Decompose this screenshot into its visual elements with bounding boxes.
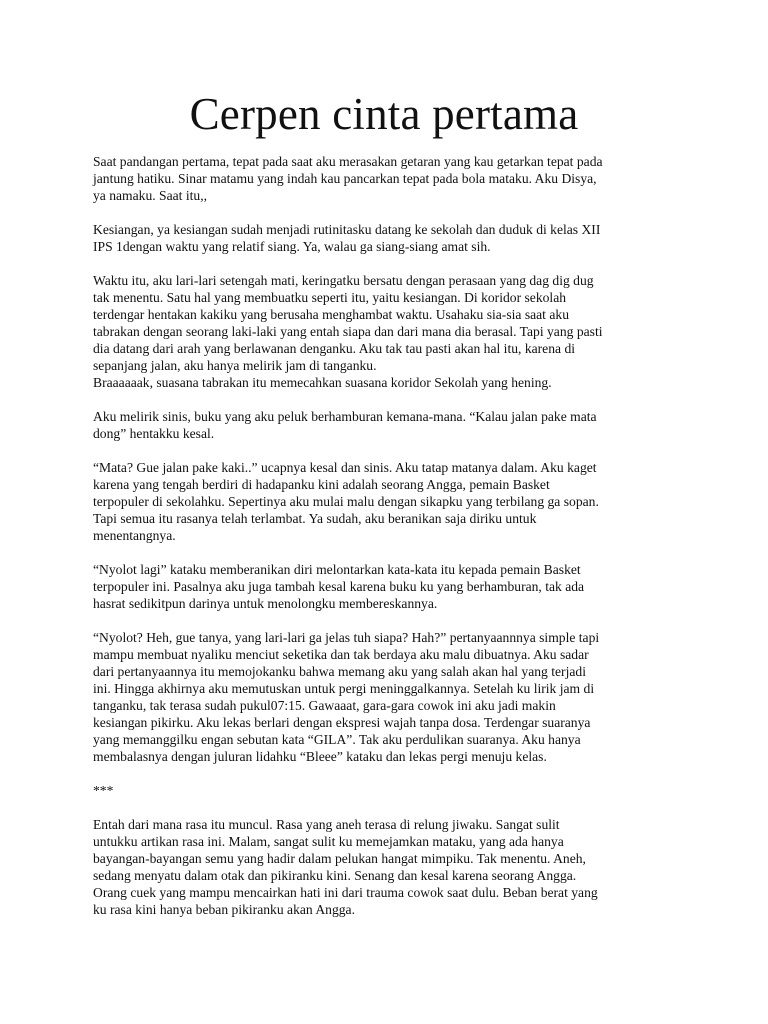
text-line: dong” hentakku kesal. — [93, 426, 215, 441]
text-line: “Mata? Gue jalan pake kaki..” ucapnya kesal dan sinis. Aku tatap matanya dalam. Aku kaget — [93, 460, 597, 475]
document-title: Cerpen cinta pertama — [189, 89, 579, 139]
paragraph — [93, 629, 683, 765]
text-line: IPS 1dengan waktu yang relatif siang. Ya, walau ga siang-siang amat sih. — [93, 239, 491, 254]
text-line: tabrakan dengan seorang laki-laki yang entah siapa dan dari mana dia berasal. Tapi yang pasti — [93, 324, 603, 339]
text-line: ini. Hingga akhirnya aku memutuskan untuk pergi meninggalkannya. Setelah ku lirik jam di — [93, 681, 595, 696]
text-line: Saat pandangan pertama, tepat pada saat aku merasakan getaran yang kau getarkan tepat pada — [93, 154, 603, 169]
text-line: untukku artikan rasa ini. Malam, sangat sulit ku memejamkan mataku, yang ada hanya — [93, 834, 564, 849]
text-line: tak menentu. Satu hal yang membuatku seperti itu, yaitu kesiangan. Di koridor sekolah — [93, 290, 567, 305]
text-line: ku rasa kini hanya beban pikiranku akan Angga. — [93, 902, 355, 917]
text-line: Kesiangan, ya kesiangan sudah menjadi rutinitasku datang ke sekolah dan duduk di kelas XII — [93, 222, 601, 237]
text-line: sepanjang jalan, aku hanya melirik jam di tanganku. — [93, 358, 377, 373]
paragraph — [93, 153, 683, 204]
text-line: Braaaaaak, suasana tabrakan itu memecahkan suasana koridor Sekolah yang hening. — [93, 375, 552, 390]
paragraph — [93, 408, 683, 442]
text-line: terpopuler ini. Pasalnya aku juga tambah kesal karena buku ku yang berhamburan, tak ada — [93, 579, 585, 594]
text-line: Waktu itu, aku lari-lari setengah mati, keringatku bersatu dengan perasaan yang dag dig dug — [93, 273, 594, 288]
text-line: dia datang dari arah yang berlawanan denganku. Aku tak tau pasti akan hal itu, karena di — [93, 341, 576, 356]
text-line: terdengar hentakan kakiku yang berusaha menghambat waktu. Usahaku sia-sia saat aku — [93, 307, 569, 322]
paragraph — [93, 561, 683, 612]
text-line: bayangan-bayangan semu yang hadir dalam pelukan hangat mimpiku. Tak menentu. Aneh, — [93, 851, 586, 866]
paragraph — [93, 782, 683, 799]
text-line: mampu membuat nyaliku menciut seketika dan tak berdaya aku malu dibuatnya. Aku sadar — [93, 647, 589, 662]
text-line: hasrat sedikitpun darinya untuk menolongku membereskannya. — [93, 596, 438, 611]
paragraph — [93, 272, 683, 391]
text-line: *** — [93, 783, 114, 798]
text-line: tanganku, tak terasa sudah pukul07:15. Gawaaat, gara-gara cowok ini aku jadi makin — [93, 698, 556, 713]
text-line: ya namaku. Saat itu,, — [93, 188, 208, 203]
text-line: Aku melirik sinis, buku yang aku peluk berhamburan kemana-mana. “Kalau jalan pake mata — [93, 409, 597, 424]
paragraph — [93, 816, 683, 918]
text-line: dari pertanyaannya itu memojokanku bahwa memang aku yang salah akan hal yang terjadi — [93, 664, 586, 679]
text-line: sedang menyatu dalam otak dan pikiranku kini. Senang dan kesal karena seorang Angga. — [93, 868, 577, 883]
document-body — [93, 153, 683, 935]
text-line: Orang cuek yang mampu mencairkan hati ini dari trauma cowok saat dulu. Beban berat yang — [93, 885, 598, 900]
text-line: terpopuler di sekolahku. Sepertinya aku mulai malu dengan sikapku yang terbilang ga sopan. — [93, 494, 599, 509]
text-line: kesiangan pikirku. Aku lekas berlari dengan ekspresi wajah tanpa dosa. Terdengar suaranya — [93, 715, 591, 730]
text-line: membalasnya dengan juluran lidahku “Bleee” kataku dan lekas pergi menuju kelas. — [93, 749, 547, 764]
text-line: menentangnya. — [93, 528, 176, 543]
text-line: Tapi semua itu rasanya telah terlambat. Ya sudah, aku beranikan saja diriku untuk — [93, 511, 537, 526]
paragraph — [93, 459, 683, 544]
text-line: karena yang tengah berdiri di hadapanku kini adalah seorang Angga, pemain Basket — [93, 477, 550, 492]
text-line: Entah dari mana rasa itu muncul. Rasa yang aneh terasa di relung jiwaku. Sangat sulit — [93, 817, 560, 832]
text-line: jantung hatiku. Sinar matamu yang indah kau pancarkan tepat pada bola mataku. Aku Disya, — [93, 171, 597, 186]
text-line: “Nyolot lagi” kataku memberanikan diri melontarkan kata-kata itu kepada pemain Basket — [93, 562, 581, 577]
paragraph — [93, 221, 683, 255]
text-line: “Nyolot? Heh, gue tanya, yang lari-lari ga jelas tuh siapa? Hah?” pertanyaannnya simple tapi — [93, 630, 600, 645]
text-line: yang memanggilku engan sebutan kata “GILA”. Tak aku perdulikan suaranya. Aku hanya — [93, 732, 581, 747]
